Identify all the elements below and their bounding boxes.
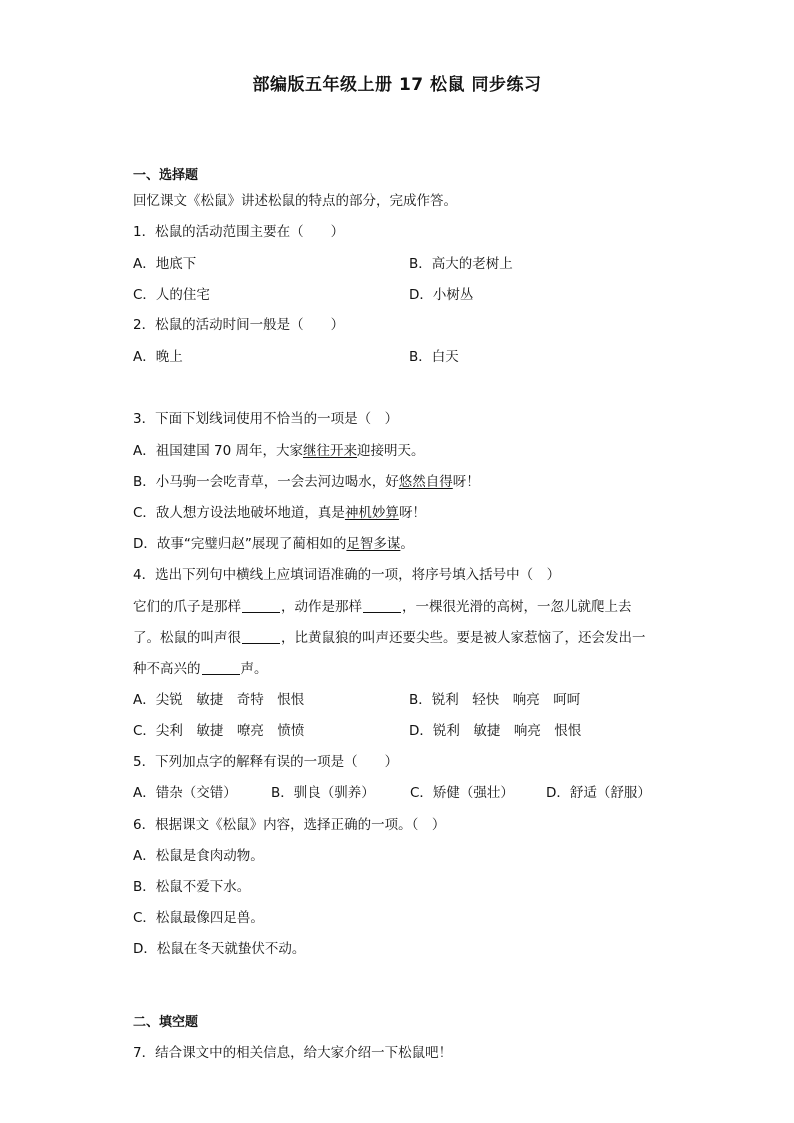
question-4-option-d: D．锐利 敏捷 响亮 恨恨 xyxy=(409,723,582,739)
question-7-stem: 7．结合课文中的相关信息，给大家介绍一下松鼠吧！ xyxy=(133,1045,453,1061)
fill-blank[interactable] xyxy=(202,660,240,675)
question-5-option-a: A．错杂（交错） xyxy=(133,785,237,801)
question-3-option-b: B．小马驹一会吃青草，一会去河边喝水，好悠然自得呀！ xyxy=(133,474,480,490)
question-2-stem: 2．松鼠的活动时间一般是（ ） xyxy=(133,317,345,333)
question-3-option-a: A．祖国建国 70 周年，大家继往开来迎接明天。 xyxy=(133,443,425,459)
section-intro: 回忆课文《松鼠》讲述松鼠的特点的部分，完成作答。 xyxy=(133,193,457,209)
document-title: 部编版五年级上册 17 松鼠 同步练习 xyxy=(252,75,542,95)
underlined-phrase: 足智多谋 xyxy=(346,536,401,552)
question-2-option-b: B．白天 xyxy=(409,349,459,365)
section-heading-choice: 一、选择题 xyxy=(133,168,199,183)
fill-blank[interactable] xyxy=(242,598,280,613)
question-4-option-b: B．锐利 轻快 响亮 呵呵 xyxy=(409,692,581,708)
fill-blank[interactable] xyxy=(242,629,280,644)
question-1-stem: 1．松鼠的活动范围主要在（ ） xyxy=(133,224,345,240)
question-4-option-a: A．尖锐 敏捷 奇特 恨恨 xyxy=(133,692,305,708)
question-6-option-a: A．松鼠是食肉动物。 xyxy=(133,848,264,864)
question-2-option-a: A．晚上 xyxy=(133,349,183,365)
question-4-passage-line-2: 了。松鼠的叫声很 ，比黄鼠狼的叫声还要尖些。要是被人家惹恼了，还会发出一 xyxy=(133,630,646,646)
question-1-option-c: C．人的住宅 xyxy=(133,287,210,303)
question-1-option-a: A．地底下 xyxy=(133,256,197,272)
question-3-option-c: C．敌人想方设法地破坏地道，真是神机妙算呀！ xyxy=(133,505,426,521)
question-5-option-c: C．矫健（强壮） xyxy=(410,785,514,801)
question-5-stem: 5．下列加点字的解释有误的一项是（ ） xyxy=(133,754,399,770)
underlined-phrase: 继往开来 xyxy=(303,443,357,459)
section-heading-fill: 二、填空题 xyxy=(133,1015,199,1030)
question-4-passage-line-1: 它们的爪子是那样 ，动作是那样 ，一棵很光滑的高树，一忽儿就爬上去 xyxy=(133,599,632,615)
question-4-stem: 4．选出下列句中横线上应填词语准确的一项，将序号填入括号中（ ） xyxy=(133,567,561,583)
question-1-option-b: B．高大的老树上 xyxy=(409,256,513,272)
question-4-passage-line-3: 种不高兴的 声。 xyxy=(133,661,268,677)
question-3-stem: 3．下面下划线词使用不恰当的一项是（ ） xyxy=(133,411,399,427)
question-6-stem: 6．根据课文《松鼠》内容，选择正确的一项。（ ） xyxy=(133,817,446,833)
question-6-option-c: C．松鼠最像四足兽。 xyxy=(133,910,264,926)
question-5-option-b: B．驯良（驯养） xyxy=(271,785,375,801)
question-5-option-d: D．舒适（舒服） xyxy=(546,785,651,801)
question-1-option-d: D．小树丛 xyxy=(409,287,474,303)
underlined-phrase: 神机妙算 xyxy=(344,505,399,521)
question-6-option-d: D．松鼠在冬天就蛰伏不动。 xyxy=(133,941,306,957)
question-6-option-b: B．松鼠不爱下水。 xyxy=(133,879,251,895)
fill-blank[interactable] xyxy=(363,598,401,613)
question-4-option-c: C．尖利 敏捷 嘹亮 愤愤 xyxy=(133,723,305,739)
underlined-phrase: 悠然自得 xyxy=(398,474,453,490)
question-3-option-d: D．故事“完璧归赵”展现了蔺相如的足智多谋。 xyxy=(133,536,414,552)
